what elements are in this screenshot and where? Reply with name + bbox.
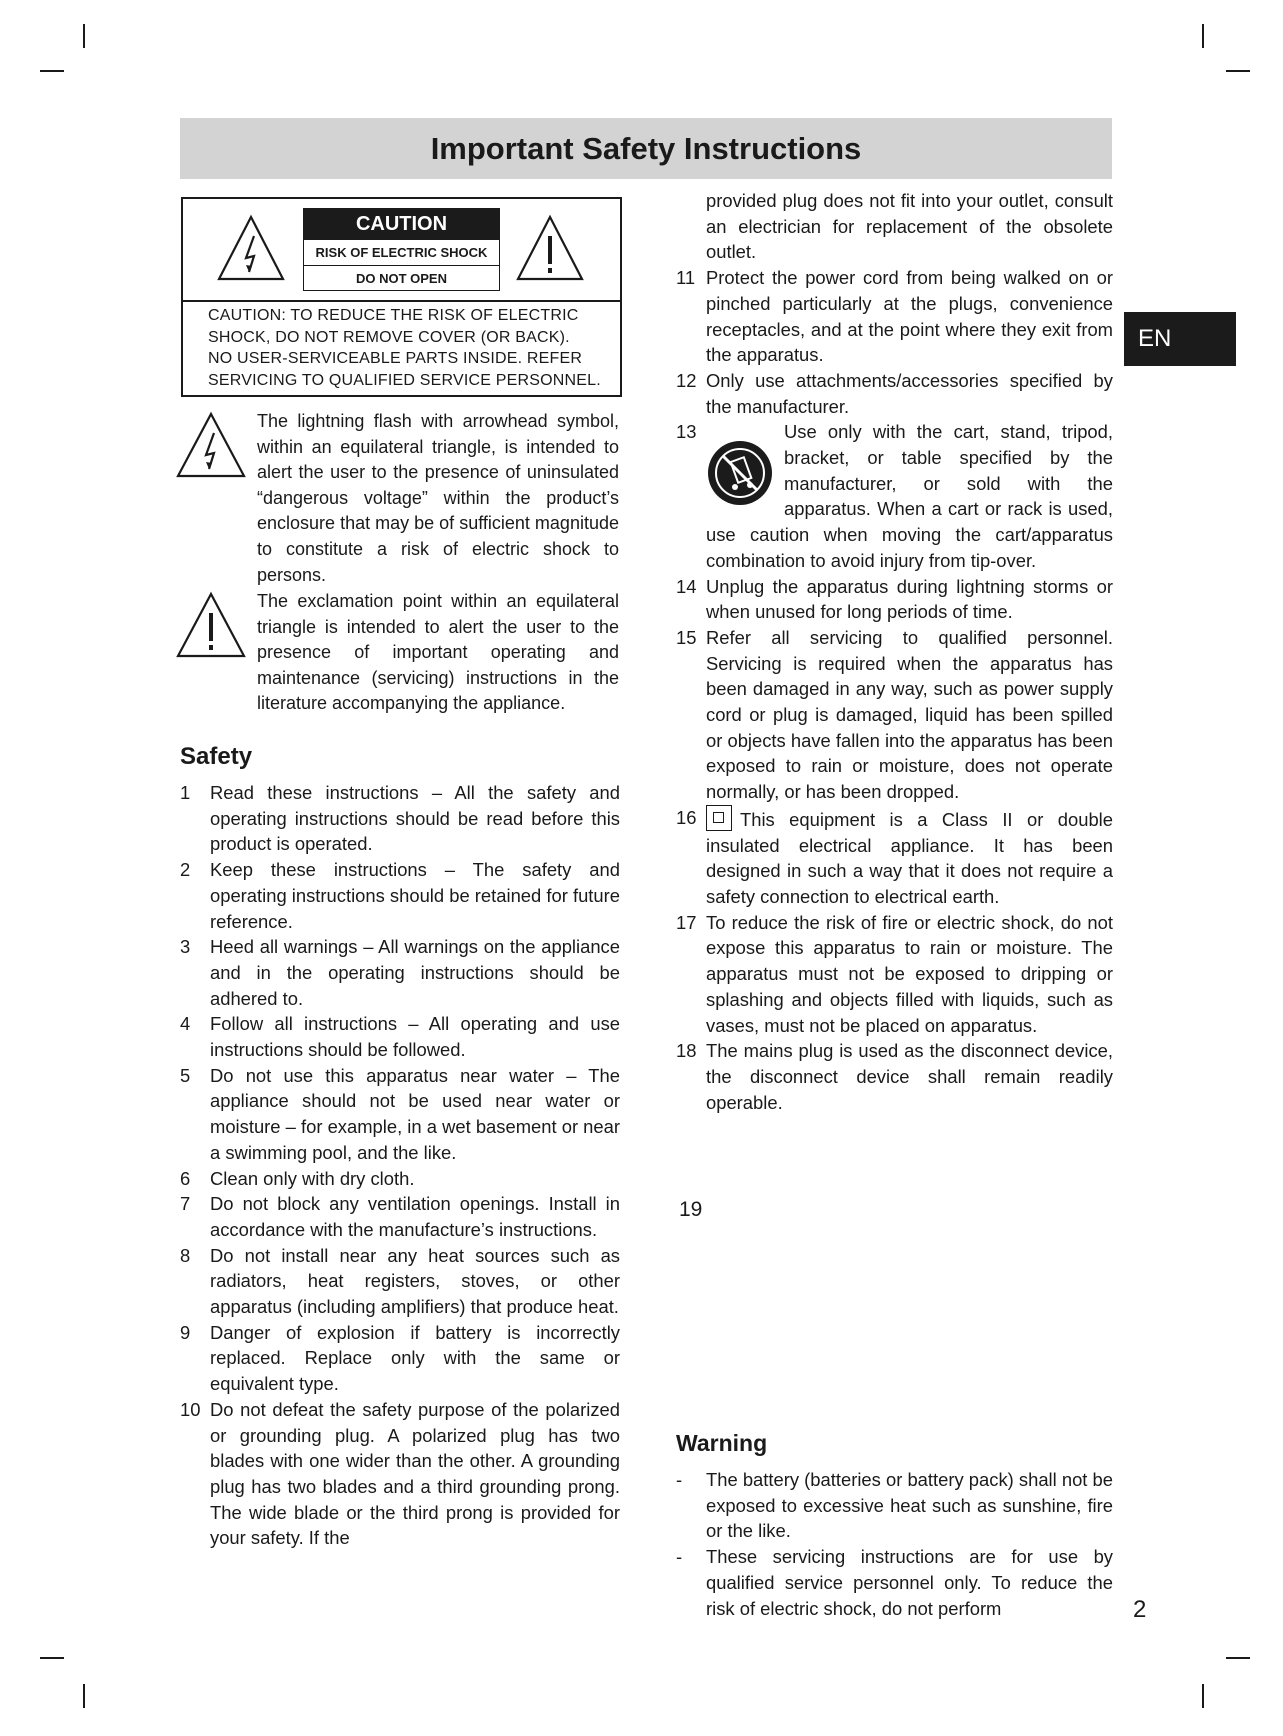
item-number: 10 <box>180 1398 201 1420</box>
list-item <box>676 1038 1113 1115</box>
caution-text-line: CAUTION: TO REDUCE THE RISK OF ELECTRIC <box>208 307 579 324</box>
item-number: 2 <box>180 859 191 881</box>
item-text: Use only with the cart, stand, tripod, bracket, or table specified by the manufacturer, or sold with the apparatus. When a cart or rack is used, use caution when moving the cart/apparatus combination to avoid injury from tip-over. <box>706 421 1113 571</box>
list-item <box>180 1011 620 1062</box>
safety-list-continued <box>676 188 1113 1115</box>
list-item <box>180 1320 620 1397</box>
crop-mark <box>1202 1684 1204 1708</box>
item-text: Refer all servicing to qualified personnel. Servicing is required when the apparatus has been damaged in any way, such as power supply cord or plug is damaged, liquid has been spilled or objects have fallen into the apparatus has been exposed to rain or moisture, does not operate normally, or has been dropped. <box>706 626 1113 803</box>
item-text: Heed all warnings – All warnings on the appliance and in the operating instructions should be adhered to. <box>210 936 620 1009</box>
list-item <box>180 1191 620 1242</box>
item-number: 8 <box>180 1244 191 1266</box>
page-number: 2 <box>1133 1596 1147 1623</box>
caution-heading: CAUTION <box>304 209 499 240</box>
item-number: 3 <box>180 936 191 958</box>
crop-mark <box>1226 70 1250 72</box>
caution-divider <box>183 300 620 302</box>
crop-mark <box>83 24 85 48</box>
list-item <box>180 934 620 1011</box>
list-item <box>676 419 1113 573</box>
item-text: Read these instructions – All the safety and operating instructions should be read before this product is operated. <box>210 782 620 855</box>
title-bar <box>180 118 1112 179</box>
list-item <box>180 1243 620 1320</box>
item-text: Do not use this apparatus near water – The appliance should not be used near water or moisture – for example, in a wet basement or near a swimming pool, and the like. <box>210 1064 620 1163</box>
cart-tip-over-icon <box>706 423 778 518</box>
list-item <box>180 1063 620 1166</box>
list-item <box>180 780 620 857</box>
caution-box <box>181 197 622 397</box>
item-text: Do not defeat the safety purpose of the polarized or grounding plug. A polarized plug has two blades with one wider than the other. A grounding plug has two blades and a third grounding prong. The wide blade or the third prong is provided for your safety. If the <box>210 1398 620 1549</box>
list-item <box>676 1467 1113 1544</box>
bullet: - <box>676 1546 683 1568</box>
crop-mark <box>40 1657 64 1659</box>
item-continuation: provided plug does not fit into your outlet, consult an electrician for replacement of the obsolete outlet. <box>706 190 1113 263</box>
warning-heading: Warning <box>676 1430 768 1456</box>
item-text: Keep these instructions – The safety and operating instructions should be retained for future reference. <box>210 859 620 932</box>
lightning-symbol-description: The lightning flash with arrowhead symbol, within an equilateral triangle, is intended to alert the user to the presence of uninsulated “dangerous voltage” within the product’s enclosure that may be of sufficient magnitude to constitute a risk of electric shock to persons. <box>257 411 619 585</box>
item-text: Follow all instructions – All operating and use instructions should be followed. <box>210 1013 620 1061</box>
item-number: 13 <box>676 421 697 443</box>
caution-text-line: SERVICING TO QUALIFIED SERVICE PERSONNEL. <box>208 371 601 389</box>
caution-text <box>208 305 603 391</box>
list-item <box>180 857 620 934</box>
exclamation-symbol-description: The exclamation point within an equilateral triangle is intended to alert the user to the presence of important operating and maintenance (servicing) instructions in the literature accompanying the appliance. <box>257 591 619 714</box>
item-number: 7 <box>180 1193 191 1215</box>
list-item <box>180 1166 620 1192</box>
crop-mark <box>83 1684 85 1708</box>
list-item <box>676 805 1113 910</box>
item-text: Do not install near any heat sources such as radiators, heat registers, stoves, or other apparatus (including amplifiers) that produce heat. <box>210 1244 620 1318</box>
page-reference: 19 <box>679 1198 703 1221</box>
lightning-warning-icon <box>216 214 286 282</box>
item-text: This equipment is a Class II or double insulated electrical appliance. It has been designed in such a way that it does not require a safety connection to electrical earth. <box>706 808 1113 907</box>
item-text: To reduce the risk of fire or electric shock, do not expose this apparatus to rain or moisture. The apparatus must not be exposed to dripping or splashing and objects filled with liquids, such as vases, must not be placed on apparatus. <box>706 911 1113 1036</box>
list-item <box>676 910 1113 1039</box>
caution-label <box>303 208 500 291</box>
item-text: These servicing instructions are for use by qualified service personnel only. To reduce the risk of electric shock, do not perform <box>706 1546 1113 1619</box>
item-number: 5 <box>180 1064 191 1086</box>
item-number: 6 <box>180 1167 191 1189</box>
item-number: 11 <box>676 267 696 289</box>
caution-text-line: SHOCK, DO NOT REMOVE COVER (OR BACK). <box>208 328 570 346</box>
item-text: Clean only with dry cloth. <box>210 1167 415 1189</box>
caution-label-row <box>183 199 620 299</box>
bullet: - <box>676 1469 683 1490</box>
list-item <box>676 265 1113 368</box>
exclamation-warning-icon <box>175 591 247 659</box>
list-item <box>676 1544 1113 1621</box>
caution-shock-line: RISK OF ELECTRIC SHOCK <box>304 240 499 266</box>
list-item <box>676 625 1113 805</box>
item-text: Only use attachments/accessories specified by the manufacturer. <box>706 369 1113 417</box>
item-number: 1 <box>180 782 191 803</box>
item-text: Danger of explosion if battery is incorrectly replaced. Replace only with the same or equivalent type. <box>210 1321 620 1395</box>
item-number: 12 <box>676 369 697 391</box>
language-tab: EN <box>1124 312 1236 366</box>
item-number: 4 <box>180 1013 191 1035</box>
item-text: The mains plug is used as the disconnect device, the disconnect device shall remain readily operable. <box>706 1040 1113 1113</box>
item-number: 16 <box>676 806 697 828</box>
list-item <box>676 574 1113 625</box>
item-number: 9 <box>180 1321 191 1343</box>
list-item <box>180 1397 620 1551</box>
safety-list <box>180 780 620 1551</box>
lightning-warning-icon <box>175 411 247 479</box>
item-text: Protect the power cord from being walked on or pinched particularly at the plugs, convenience receptacles, and at the point where they exit from the apparatus. <box>706 267 1113 366</box>
item-number: 14 <box>676 575 697 597</box>
item-number: 18 <box>676 1040 697 1062</box>
warning-list <box>676 1467 1113 1621</box>
item-text: The battery (batteries or battery pack) shall not be exposed to excessive heat such as sunshine, fire or the like. <box>706 1469 1113 1542</box>
caution-do-not-open: DO NOT OPEN <box>355 271 447 286</box>
page-title: Important Safety Instructions <box>430 130 862 166</box>
item-number: 17 <box>676 911 697 933</box>
class-ii-symbol-icon <box>706 805 732 831</box>
item-text: Do not block any ventilation openings. Install in accordance with the manufacture’s instructions. <box>210 1193 620 1240</box>
crop-mark <box>1226 1657 1250 1659</box>
item-text: Unplug the apparatus during lightning storms or when unused for long periods of time. <box>706 575 1113 623</box>
list-item <box>676 368 1113 419</box>
crop-mark <box>40 70 64 72</box>
item-number: 15 <box>676 626 697 648</box>
safety-heading: Safety <box>180 743 253 770</box>
crop-mark <box>1202 24 1204 48</box>
caution-text-line: NO USER-SERVICEABLE PARTS INSIDE. REFER <box>208 350 583 367</box>
exclamation-warning-icon <box>515 214 585 282</box>
